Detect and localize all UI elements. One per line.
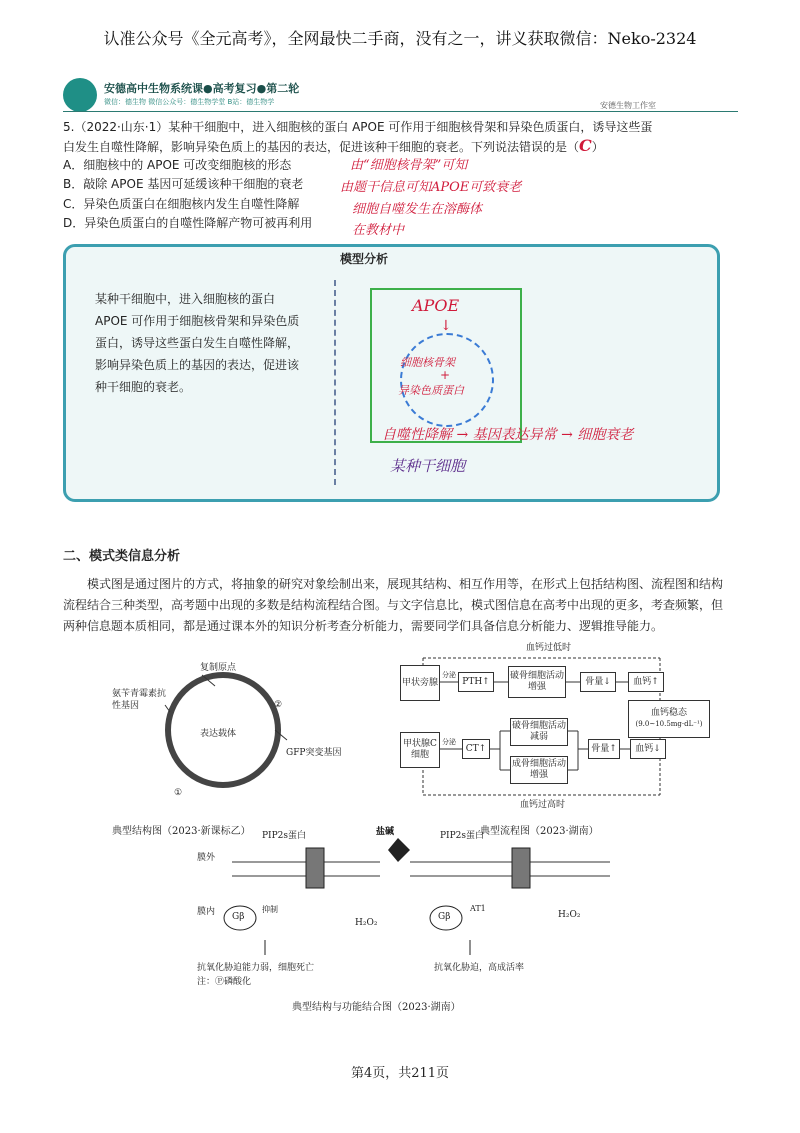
apoe-arrow: ↓ [440,318,452,334]
fig2-secrete-1: 分泌 [442,671,456,679]
top-banner: 认准公众号《全元高考》，全网最快二手商，没有之一，讲义获取微信：Neko-2324 [103,29,697,48]
fig2-bone-up-box: 骨量↑ [588,739,620,759]
model-analysis-title: 模型分析 [340,252,389,266]
fig1-ori-label: 复制原点 [200,663,237,673]
option-d: D．异染色质蛋白的自噬性降解产物可被再利用 [63,216,313,230]
section-paragraph: 模式图是通过图片的方式，将抽象的研究对象绘制出来，展现其结构、相互作用等，在形式上包括结构图、流程图和结构流程结合三种类型，高考题中出现的多数是结构流程结合图。与文字信息比，模式图信息在高考中出现的更多，考查频繁，但两种信息题本质相同，都是通过课本外的知识分析考查分析能力，需要同学们具备信息分析能力、逻辑推导能力。 [63,577,724,633]
fig2-secrete-2: 分泌 [442,738,456,746]
fig2-steady-label: 血钙稳态 [650,708,687,718]
fig2-cgland-box: 甲状腺C细胞 [400,732,440,768]
fig2-bottom-label: 血钙过高时 [520,800,566,810]
fig3-inside-label: 膜内 [197,907,216,917]
fig3-note: 注：Ⓟ磷酸化 [197,977,252,987]
fig3-right-result: 抗氧化胁迫，高成活率 [434,963,525,973]
fig2-ca-up-box: 血钙↑ [628,672,664,692]
fig2-thyroid-box: 甲状旁腺 [400,665,440,701]
fig2-osteoclast2-box: 破骨细胞活动减弱 [510,718,568,746]
fig1-amp-label: 氨苄青霉素抗性基因 [112,689,167,711]
header-studio: 安德生物工作室 [600,101,656,110]
fig2-ct-box: CT↑ [462,739,490,759]
fig3-salt-label: 盐碱 [376,827,395,837]
question-stem-text: 白发生自噬性降解，影响异染色质上的基因的表达，促进该种干细胞的衰老。下列说法错误的是（ [63,140,580,154]
fig2-steady-box [628,700,710,738]
question-stem-end: ） [591,140,604,154]
note-d: 在教材中 [352,223,405,238]
degradation-chain: 自噬性降解 → 基因表达异常 → 细胞衰老 [382,427,634,443]
note-a: 由“细胞核骨架”可知 [350,158,468,173]
note-c: 细胞自噬发生在溶酶体 [352,202,483,217]
section-title: 二、模式类信息分析 [63,549,181,564]
cell-label: 某种干细胞 [390,457,466,475]
fig1-marker-2: ② [274,700,283,710]
fig3-h2o2-right: H₂O₂ [558,910,581,920]
fig2-bone-down-box: 骨量↓ [580,672,616,692]
fig3-inhibit-label: 抑制 [262,905,278,914]
handwritten-answer: C [579,136,592,155]
fig3-gb-right: Gβ [438,912,451,922]
option-c: C．异染色质蛋白在细胞核内发生自噬性降解 [63,197,300,211]
page-footer: 第4页，共211页 [350,1066,450,1081]
inner-plus: + [440,368,451,382]
fig2-pth-box: PTH↑ [458,672,494,692]
fig1-gfp-label: GFP突变基因 [286,748,342,758]
fig2-range-label: (9.0~10.5mg·dL⁻¹) [635,720,703,728]
fig1-marker-1: ① [174,788,183,798]
option-b: B．敲除 APOE 基因可延缓该种干细胞的衰老 [63,177,304,191]
apoe-label: APOE [412,296,460,315]
model-analysis-text: 某种干细胞中，进入细胞核的蛋白 APOE 可作用于细胞核骨架和异染色质蛋白，诱导这些蛋白发生自噬性降解，影响异染色质上的基因的表达，促进该种干细胞的衰老。 [95,292,300,394]
fig2-ca-down-box: 血钙↓ [630,739,666,759]
fig3-pip-right: PIP2s蛋白 [440,831,485,841]
inner-label-1: 细胞核骨架 [400,356,455,369]
fig1-caption: 典型结构图（2023·新课标乙） [112,826,251,837]
fig3-at-label: AT1 [470,904,486,913]
option-a: A．细胞核中的 APOE 可改变细胞核的形态 [63,158,292,172]
fig3-outside-label: 膜外 [197,853,216,863]
header-subtitle: 微信：德生物 微信公众号：德生物学堂 B站：德生物学 [104,98,275,106]
note-b: 由题干信息可知APOE可致衰老 [340,180,522,195]
question-stem-line1: 5.（2022·山东·1）某种干细胞中，进入细胞核的蛋白 APOE 可作用于细胞核骨架和异染色质蛋白，诱导这些蛋 [63,120,653,134]
fig2-top-label: 血钙过低时 [526,643,572,653]
inner-label-2: 异染色质蛋白 [398,384,464,397]
fig3-pip-left: PIP2s蛋白 [262,831,307,841]
fig3-caption: 典型结构与功能结合图（2023·湖南） [292,1002,461,1013]
fig2-osteoblast-box: 成骨细胞活动增强 [510,756,568,784]
fig3-h2o2-left: H₂O₂ [355,918,378,928]
fig2-caption: 典型流程图（2023·湖南） [480,826,599,837]
header-title: 安德高中生物系统课●高考复习●第二轮 [104,82,300,95]
fig3-left-result: 抗氧化胁迫能力弱，细胞死亡 [197,963,315,973]
fig3-gb-left: Gβ [232,912,245,922]
fig2-osteoclast-box: 破骨细胞活动增强 [508,666,566,698]
fig1-center-label: 表达载体 [200,729,237,739]
